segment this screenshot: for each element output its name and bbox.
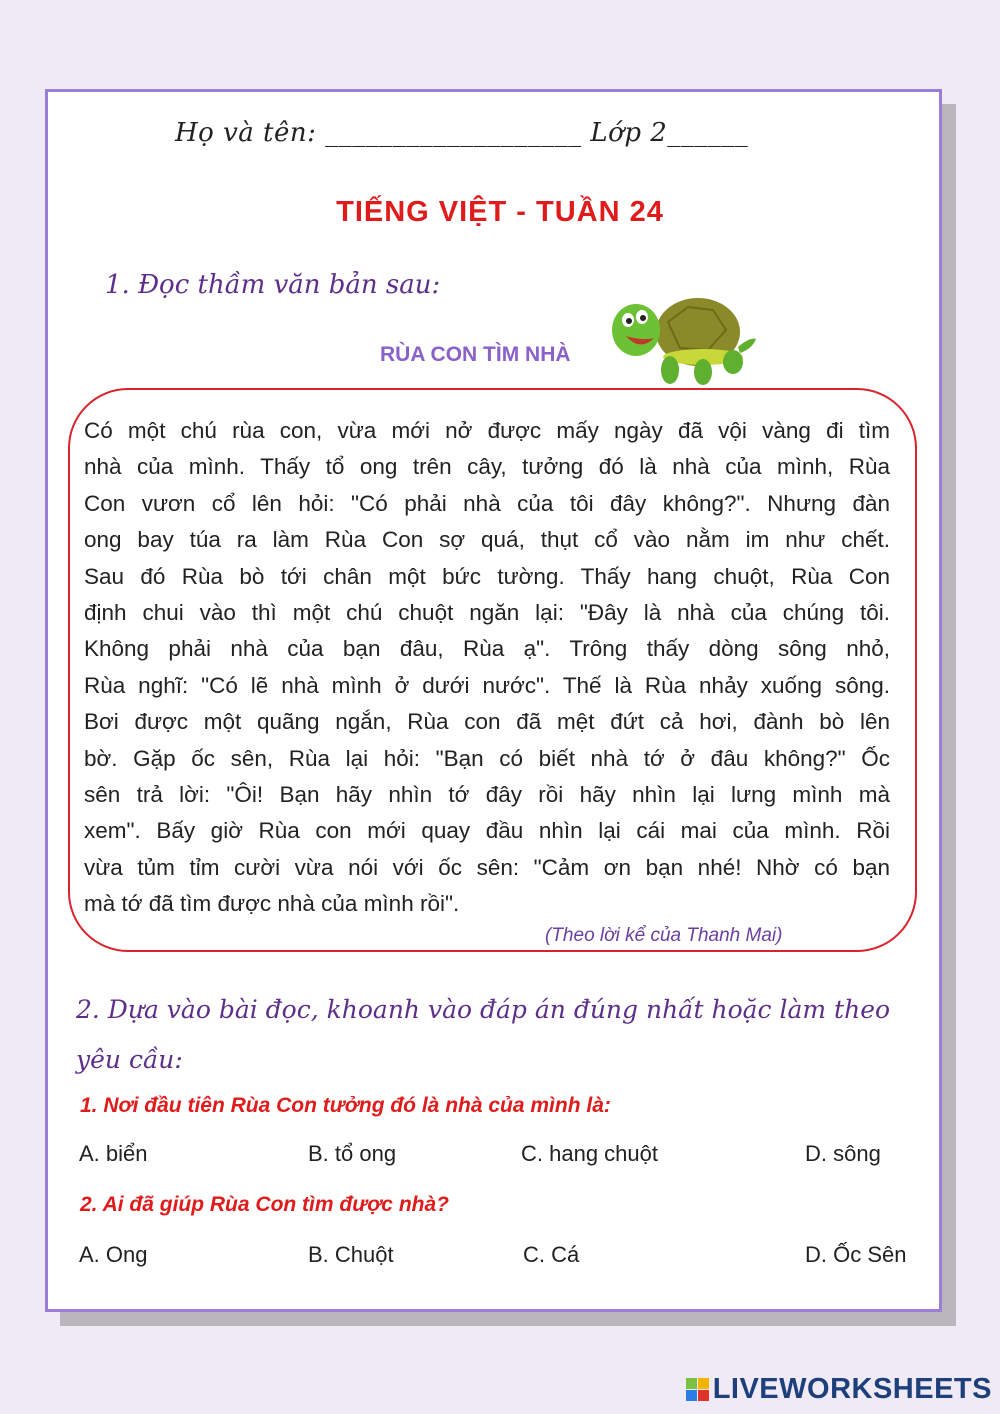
q2-option-d[interactable]: D. Ốc Sên bbox=[805, 1242, 907, 1267]
passage-line: Có một chú rùa con, vừa mới nở được mấy ngày đã vội vàng đi tìm bbox=[84, 418, 890, 443]
passage-line: vừa tủm tỉm cười vừa nói với ốc sên: "Cảm ơn bạn nhé! Nhờ có bạn bbox=[84, 854, 890, 880]
liveworksheets-logo bbox=[686, 1373, 992, 1406]
passage-line: định chui vào thì một chú chuột ngăn lại: "Đây là nhà của chúng tôi. bbox=[84, 599, 890, 625]
q1-option-c[interactable]: C. hang chuột bbox=[521, 1141, 658, 1166]
story-title: RÙA CON TÌM NHÀ bbox=[380, 343, 571, 366]
q1-option-b[interactable]: B. tổ ong bbox=[308, 1141, 397, 1166]
page-title: TIẾNG VIỆT - TUẦN 24 bbox=[336, 196, 664, 228]
section2-heading: 2. Dựa vào bài đọc, khoanh vào đáp án đúng nhất hoặc làm theo yêu cầu: bbox=[76, 995, 891, 1074]
passage-line: sên trả lời: "Ôi! Bạn hãy nhìn tớ đây rồi hãy nhìn lại lưng mình mà bbox=[84, 781, 890, 807]
passage-line: Con vươn cổ lên hỏi: "Có phải nhà của tôi đây không?". Nhưng đàn bbox=[84, 490, 890, 516]
passage bbox=[84, 413, 890, 922]
passage-line: ong bay túa ra làm Rùa Con sợ quá, thụt cổ vào nằm im như chết. bbox=[84, 527, 890, 553]
logo-blocks-icon bbox=[686, 1378, 709, 1401]
turtle-icon bbox=[608, 292, 758, 387]
question-2: 2. Ai đã giúp Rùa Con tìm được nhà? bbox=[80, 1193, 449, 1216]
q1-option-a[interactable]: A. biển bbox=[79, 1141, 148, 1166]
passage-line: mà tớ đã tìm được nhà của mình rồi". bbox=[84, 891, 460, 917]
name-class-line: Họ và tên: ___________________ Lớp 2______ bbox=[175, 118, 749, 148]
passage-line: Không phải nhà của bạn đâu, Rùa ạ". Trông thấy dòng sông nhỏ, bbox=[84, 636, 890, 662]
q2-option-b[interactable]: B. Chuột bbox=[308, 1242, 394, 1267]
question-1: 1. Nơi đầu tiên Rùa Con tưởng đó là nhà của mình là: bbox=[80, 1094, 611, 1117]
passage-line: Rùa nghĩ: "Có lẽ nhà mình ở dưới nước". Thế là Rùa nhảy xuống sông. bbox=[84, 672, 890, 698]
logo-text: LIVEWORKSHEETS bbox=[712, 1373, 992, 1405]
q2-option-c[interactable]: C. Cá bbox=[523, 1242, 580, 1267]
passage-line: nhà của mình. Thấy tổ ong trên cây, tưởng đó là nhà của mình, Rùa bbox=[84, 454, 890, 480]
passage-line: bờ. Gặp ốc sên, Rùa lại hỏi: "Bạn có biết nhà tớ ở đâu không?" Ốc bbox=[84, 745, 890, 771]
q2-option-a[interactable]: A. Ong bbox=[79, 1242, 148, 1267]
passage-line: Sau đó Rùa bò tới chân một bức tường. Thấy hang chuột, Rùa Con bbox=[84, 563, 890, 589]
passage-source: (Theo lời kể của Thanh Mai) bbox=[545, 925, 783, 946]
passage-line: xem". Bấy giờ Rùa con mới quay đầu nhìn lại cái mai của mình. Rồi bbox=[84, 818, 890, 844]
passage-line: Bơi được một quãng ngắn, Rùa con đã mệt đứt cả hơi, đành bò lên bbox=[84, 709, 890, 735]
q1-option-d[interactable]: D. sông bbox=[805, 1141, 881, 1166]
section1-heading: 1. Đọc thầm văn bản sau: bbox=[105, 270, 441, 300]
